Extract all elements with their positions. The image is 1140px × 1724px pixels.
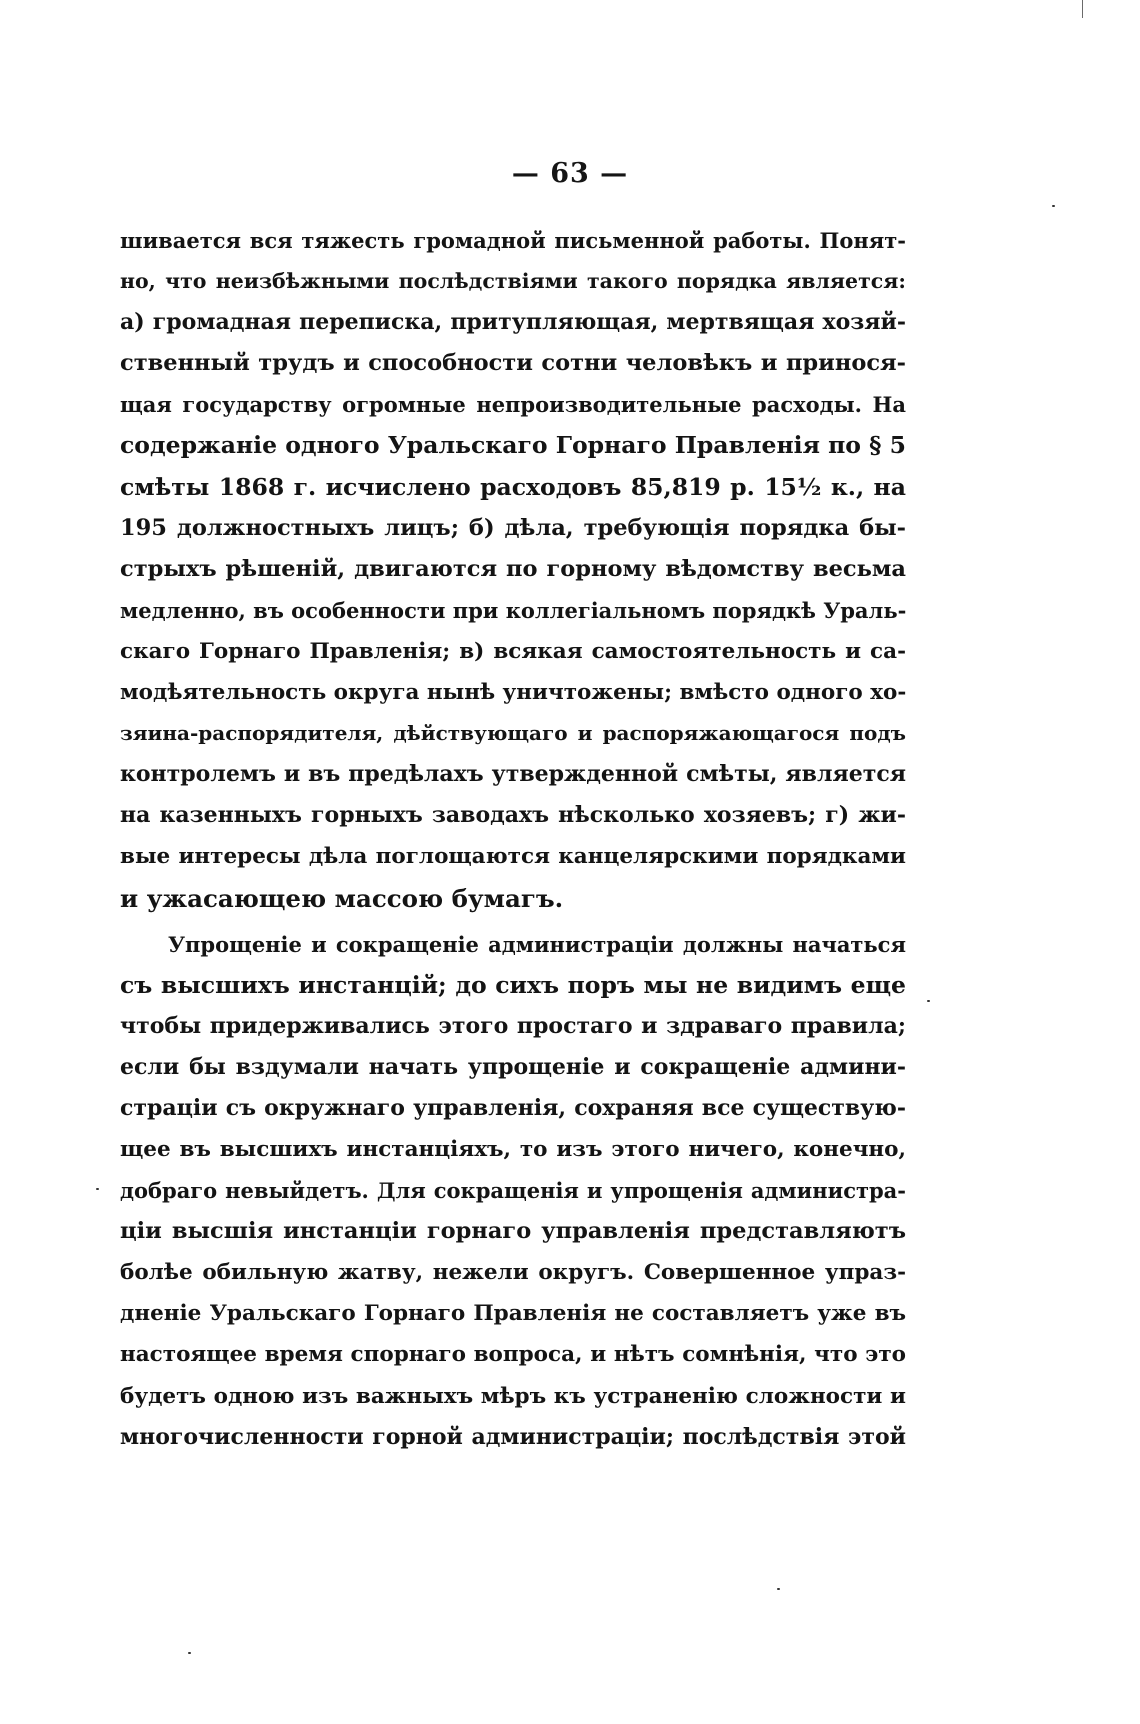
scan-speck — [777, 1588, 780, 1590]
text-line: если бы вздумали начать упрощеніе и сокращеніе админи- — [120, 1053, 906, 1080]
scan-speck — [96, 1188, 99, 1190]
text-line: на казенныхъ горныхъ заводахъ нѣсколько хозяевъ; г) жи- — [120, 802, 906, 829]
text-line: добраго невыйдетъ. Для сокращенія и упрощенія администра- — [120, 1178, 906, 1204]
text-line: многочисленности горной администраціи; послѣдствія этой — [120, 1423, 906, 1450]
scan-speck — [1052, 205, 1055, 207]
text-line: вые интересы дѣла поглощаются канцелярскими порядками — [120, 844, 906, 870]
body-text — [120, 220, 906, 1458]
text-line: ціи высшія инстанціи горнаго управленія представляютъ — [120, 1218, 906, 1245]
text-line: стрыхъ рѣшеній, двигаются по горному вѣдомству весьма — [120, 555, 906, 582]
text-line: чтобы придерживались этого простаго и здраваго правила; — [120, 1012, 906, 1039]
text-line: и ужасающею массою бумагъ. — [120, 883, 564, 913]
text-line: медленно, въ особенности при коллегіальномъ порядкѣ Ураль- — [120, 597, 907, 623]
text-line: щая государству огромные непроизводительные расходы. На — [120, 392, 906, 418]
text-line: смѣты 1868 г. исчислено расходовъ 85,819 р. 15½ к., на — [120, 472, 906, 501]
text-line: а) громадная переписка, притупляющая, мертвящая хозяй- — [120, 309, 906, 336]
text-line: модѣятельность округа нынѣ уничтожены; вмѣсто одного хо- — [120, 680, 907, 706]
text-line: Упрощеніе и сокращеніе администраціи должны начаться — [168, 931, 906, 957]
page-number: — 63 — — [511, 158, 629, 189]
text-line: контролемъ и въ предѣлахъ утвержденной смѣты, является — [120, 761, 906, 788]
text-line: но, что неизбѣжными послѣдствіями такого порядка является: — [120, 269, 906, 294]
text-line: 195 должностныхъ лицъ; б) дѣла, требующія порядка бы- — [120, 514, 906, 541]
text-line: щее въ высшихъ инстанціяхъ, то изъ этого ничего, конечно, — [120, 1136, 906, 1162]
scan-speck — [927, 1000, 930, 1002]
page-edge-line — [1082, 0, 1083, 18]
text-line: страціи съ окружнаго управленія, сохраняя все существую- — [120, 1094, 906, 1121]
text-line: съ высшихъ инстанцій; до сихъ поръ мы не видимъ еще — [120, 970, 906, 999]
text-line: будетъ одною изъ важныхъ мѣръ къ устраненію сложности и — [120, 1383, 906, 1409]
text-line: настоящее время спорнаго вопроса, и нѣтъ сомнѣнія, что это — [120, 1342, 906, 1368]
text-line: зяина-распорядителя, дѣйствующаго и распоряжающагося подъ — [120, 721, 906, 746]
scan-speck — [188, 1652, 191, 1654]
text-line: дненіе Уральскаго Горнаго Правленія не составляетъ уже въ — [120, 1301, 906, 1327]
text-line: скаго Горнаго Правленія; в) всякая самостоятельность и са- — [120, 638, 906, 664]
text-line: ственный трудъ и способности сотни человѣкъ и принося- — [120, 350, 906, 377]
text-line: шивается вся тяжесть громадной письменной работы. Понят- — [120, 228, 906, 253]
text-line: болѣе обильную жатву, нежели округъ. Совершенное упраз- — [120, 1260, 906, 1286]
text-line: содержаніе одного Уральскаго Горнаго Правленія по § 5 — [120, 431, 906, 460]
